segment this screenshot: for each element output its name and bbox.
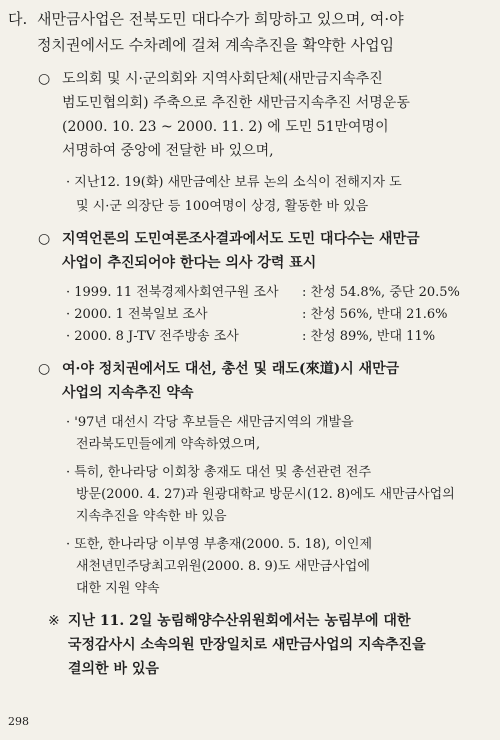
survey-row-1-source: · 1999. 11 전북경제사회연구원 조사 bbox=[66, 285, 279, 300]
survey-row-3-result: : 찬성 89%, 반대 11% bbox=[302, 329, 436, 344]
survey-row-1-result: : 찬성 54.8%, 중단 20.5% bbox=[302, 285, 460, 300]
promise-3-line3: 대한 지원 약속 bbox=[76, 581, 160, 596]
promise-1-line1: · '97년 대선시 각당 후보들은 새만금지역의 개발을 bbox=[66, 415, 354, 430]
bullet1-line3: (2000. 10. 23 ~ 2000. 11. 2) 에 도민 51만여명이 bbox=[62, 119, 389, 135]
bullet-circle-icon: ○ bbox=[38, 71, 51, 87]
promise-1-line2: 전라북도민들에게 약속하였으며, bbox=[76, 437, 261, 452]
bullet2-line2: 사업이 추진되어야 한다는 의사 강력 표시 bbox=[62, 255, 317, 271]
bullet3-line1: 여·야 정치권에서도 대선, 총선 및 래도(來道)시 새만금 bbox=[62, 361, 400, 377]
survey-row-3-source: · 2000. 8 J-TV 전주방송 조사 bbox=[66, 329, 239, 344]
note-line1: 지난 11. 2일 농림해양수산위원회에서는 농림부에 대한 bbox=[68, 613, 411, 629]
bullet1-sub-line2: 및 시·군 의장단 등 100여명이 상경, 활동한 바 있음 bbox=[76, 199, 369, 214]
bullet2-line1: 지역언론의 도민여론조사결과에서도 도민 대다수는 새만금 bbox=[62, 231, 420, 247]
bullet1-sub-line1: · 지난12. 19(화) 새만금예산 보류 논의 소식이 전해지자 도 bbox=[66, 175, 402, 190]
survey-row-2-result: : 찬성 56%, 반대 21.6% bbox=[302, 307, 448, 322]
promise-3-line1: · 또한, 한나라당 이부영 부총재(2000. 5. 18), 이인제 bbox=[66, 537, 372, 552]
promise-2-line3: 지속추진을 약속한 바 있음 bbox=[76, 509, 227, 524]
bullet-circle-icon: ○ bbox=[38, 361, 51, 377]
reference-mark-icon: ※ bbox=[48, 613, 60, 629]
survey-row-2-source: · 2000. 1 전북일보 조사 bbox=[66, 307, 208, 322]
promise-2-line2: 방문(2000. 4. 27)과 원광대학교 방문시(12. 8)에도 새만금사업의 bbox=[76, 487, 455, 502]
bullet3-line2: 사업의 지속추진 약속 bbox=[62, 385, 194, 401]
promise-3-line2: 새천년민주당최고위원(2000. 8. 9)도 새만금사업에 bbox=[76, 559, 370, 574]
bullet1-line4: 서명하여 중앙에 전달한 바 있으며, bbox=[62, 143, 274, 159]
section-marker: 다. bbox=[8, 10, 28, 28]
bullet1-line1: 도의회 및 시·군의회와 지역사회단체(새만금지속추진 bbox=[62, 71, 383, 87]
note-line3: 결의한 바 있음 bbox=[68, 661, 159, 677]
page-number: 298 bbox=[8, 715, 29, 728]
bullet1-line2: 범도민협의회) 주축으로 추진한 새만금지속추진 서명운동 bbox=[62, 95, 410, 111]
section-text-line2: 정치권에서도 수차례에 걸쳐 계속추진을 확약한 사업임 bbox=[37, 36, 395, 54]
section-text-line1: 새만금사업은 전북도민 대다수가 희망하고 있으며, 여·야 bbox=[37, 10, 404, 28]
bullet-circle-icon: ○ bbox=[38, 231, 51, 247]
promise-2-line1: · 특히, 한나라당 이회창 총재도 대선 및 총선관련 전주 bbox=[66, 465, 372, 480]
note-line2: 국정감사시 소속의원 만장일치로 새만금사업의 지속추진을 bbox=[68, 637, 426, 653]
